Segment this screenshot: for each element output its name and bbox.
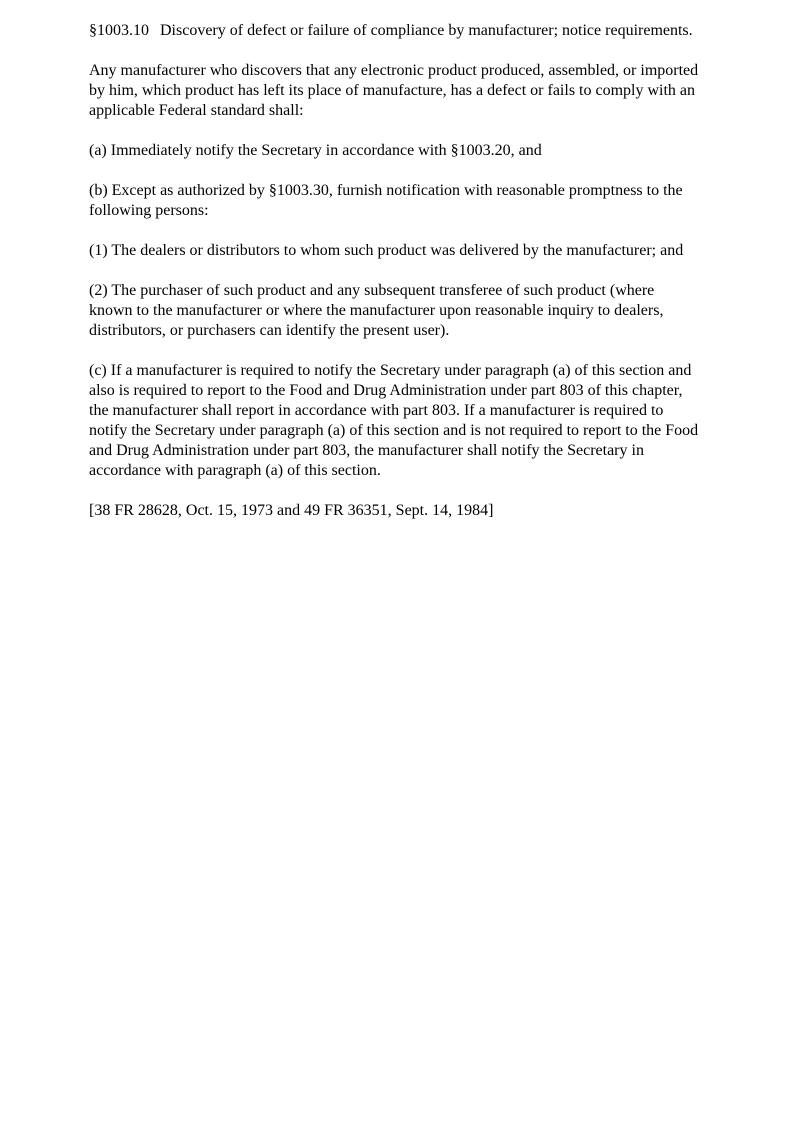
source-citation: [38 FR 28628, Oct. 15, 1973 and 49 FR 36351, Sept. 14, 1984] [89,502,494,519]
section-heading [89,21,701,41]
document-page [89,21,701,541]
paragraph-a: (a) Immediately notify the Secretary in accordance with §1003.20, and [89,142,542,159]
section-number: §1003.10 [89,22,149,39]
section-title: Discovery of defect or failure of compliance by manufacturer; notice requirements. [160,22,693,39]
paragraph-c: (c) If a manufacturer is required to notify the Secretary under paragraph (a) of this section and also is required to report to the Food and Drug Administration under part 803 of this chapter, the manufacturer shall report in accordance with part 803. If a manufacturer is required to notify the Secretary under paragraph (a) of this section and is not required to report to the Food and Drug Administration under part 803, the manufacturer shall notify the Secretary in accordance with paragraph (a) of this section. [89,362,699,479]
paragraph-b-2: (2) The purchaser of such product and any subsequent transferee of such product (where known to the manufacturer or where the manufacturer upon reasonable inquiry to dealers, distributors, or purchasers can identify the present user). [89,282,664,339]
paragraph-b-1: (1) The dealers or distributors to whom such product was delivered by the manufacturer; and [89,242,684,259]
paragraph-b: (b) Except as authorized by §1003.30, furnish notification with reasonable promptness to the following persons: [89,182,683,219]
intro-paragraph: Any manufacturer who discovers that any electronic product produced, assembled, or imported by him, which product has left its place of manufacture, has a defect or fails to comply with an applicable Federal standard shall: [89,62,699,119]
